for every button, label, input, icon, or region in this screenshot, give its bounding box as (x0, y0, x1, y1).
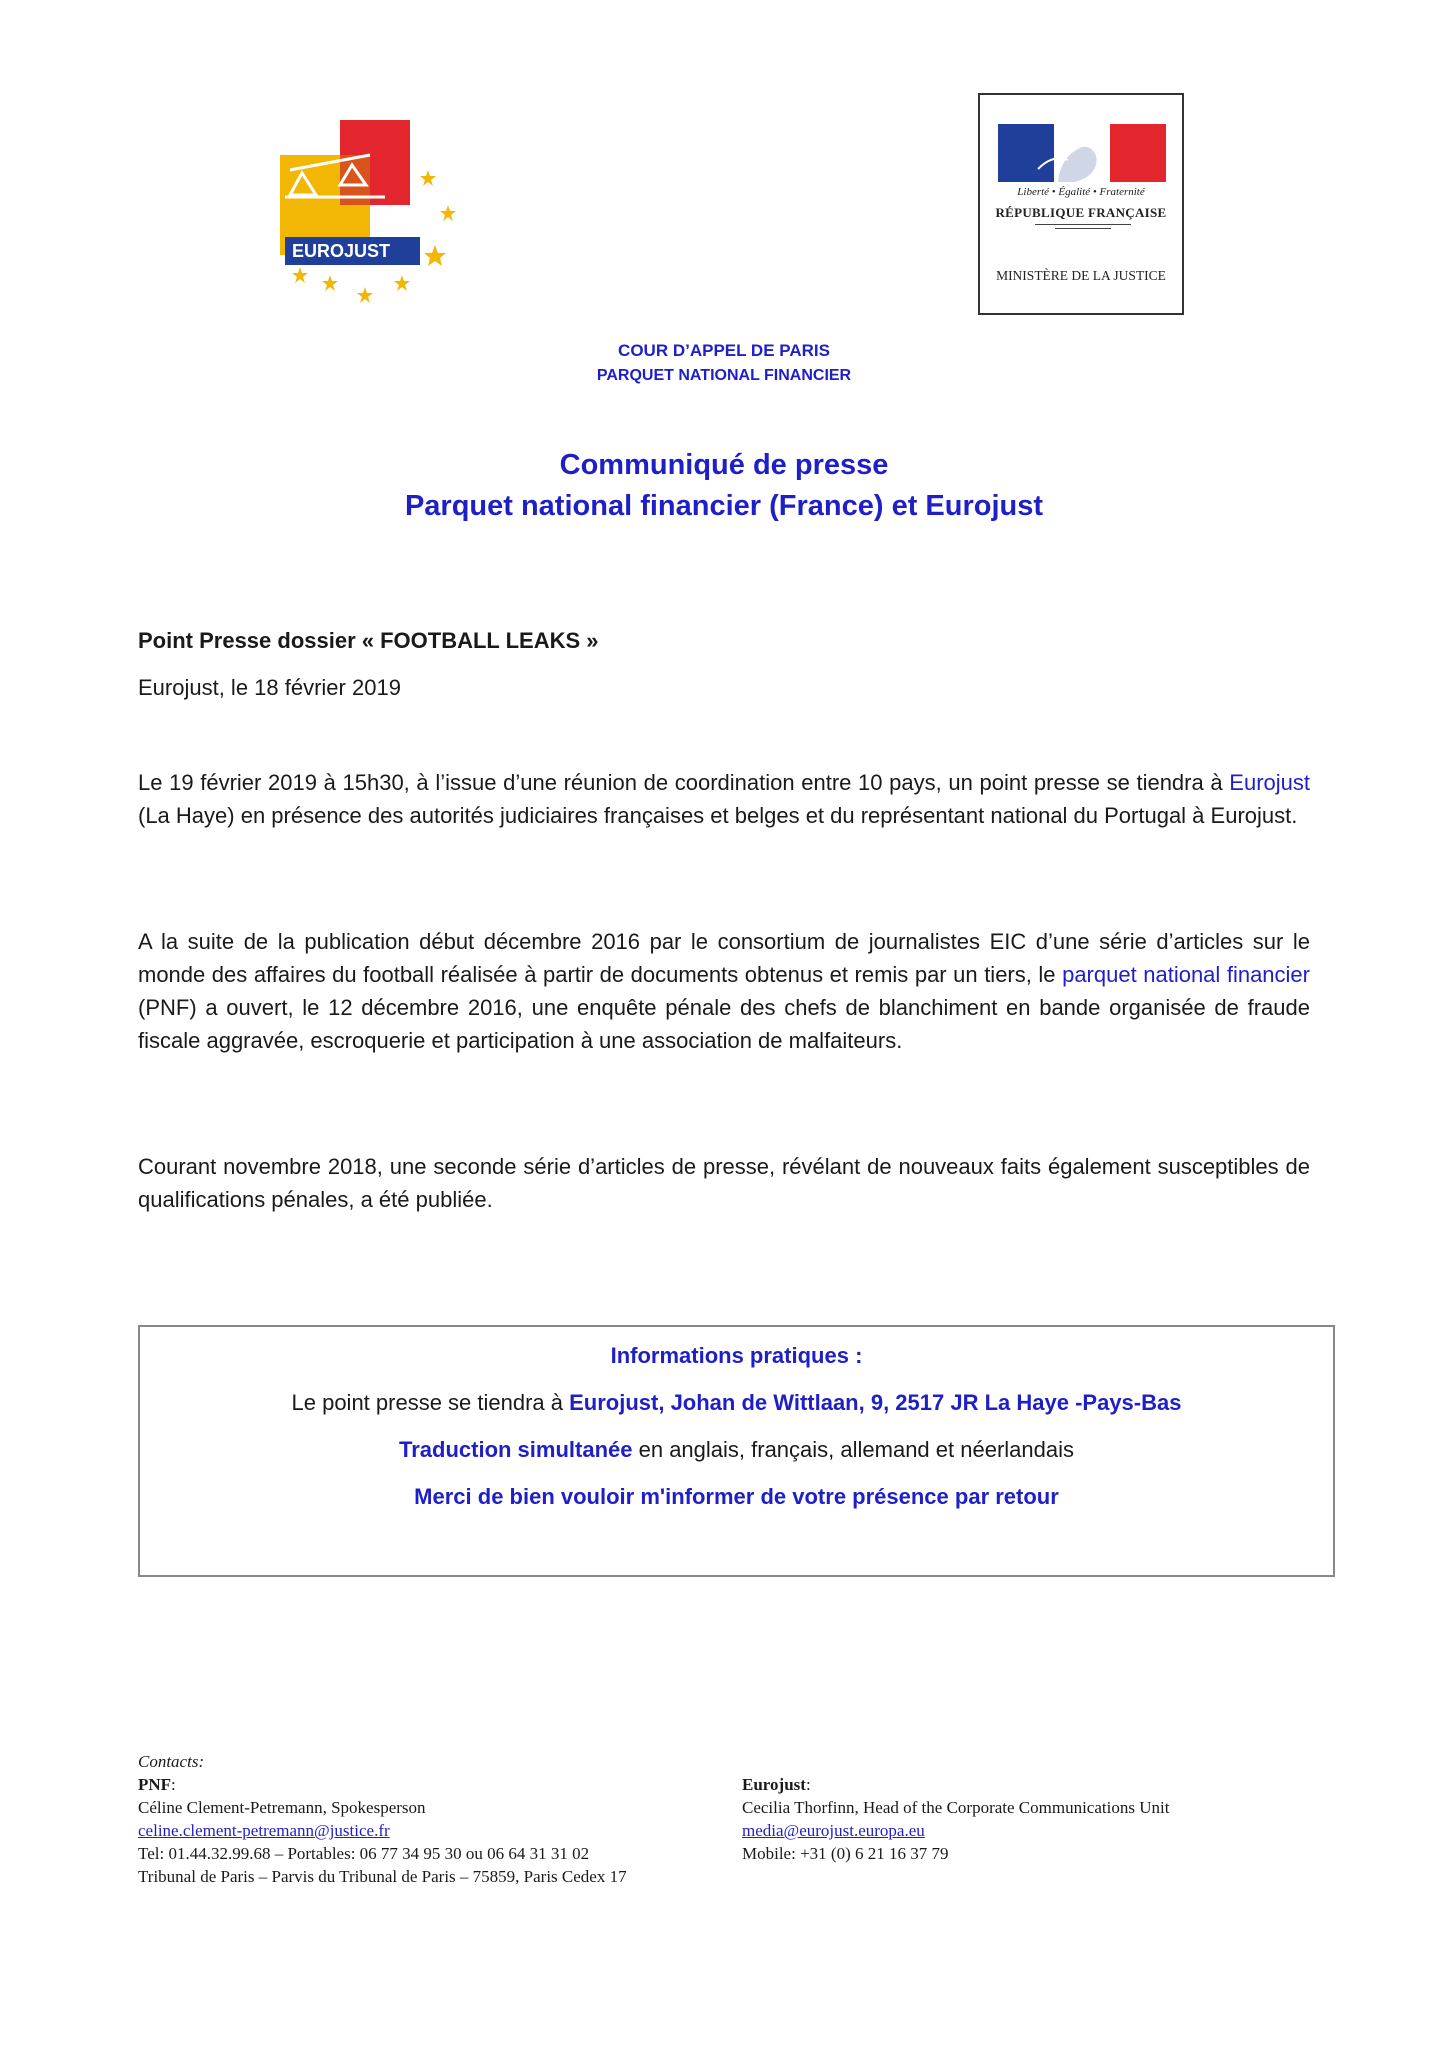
contacts-heading: Contacts: (138, 1752, 205, 1771)
pnf-contact-label: PNF (138, 1775, 172, 1794)
text-span: (PNF) a ouvert, le 12 décembre 2016, une enquête pénale des chefs de blanchiment en bande organisée de fraude fiscale aggravée, escroquerie et participation à une association de malfaiteurs. (138, 995, 1310, 1053)
ministry-logo (978, 93, 1184, 315)
info-translation (140, 1437, 1333, 1463)
translation-label: Traduction simultanée (399, 1437, 633, 1462)
divider (1055, 228, 1111, 229)
pnf-heading: PARQUET NATIONAL FINANCIER (596, 367, 852, 384)
contacts-eurojust: Eurojust: Cecilia Thorfinn, Head of the Corporate Communications Unit media@eurojust.europa.eu Mobile: +31 (0) 6 21 16 37 79 (742, 1775, 1170, 1863)
marianne-flag-icon (998, 124, 1166, 182)
page-title: Communiqué de presse (559, 449, 889, 481)
contacts-pnf: Contacts: PNF: Céline Clement-Petremann, Spokesperson celine.clement-petremann@justice.fr Tel: 01.44.32.99.68 – Portables: 06 77 34 95 30 ou 06 64 31 31 02 Tribunal de Paris – Parvis du Tribunal de Paris – 75859, Paris Cedex 17 (138, 1752, 627, 1886)
location-address: Eurojust, Johan de Wittlaan, 9, 2517 JR La Haye -Pays-Bas (569, 1390, 1182, 1415)
text-span: A la suite de la publication début décembre 2016 par le consortium de journalistes EIC d’une série d’articles sur le monde des affaires du football réalisée à partir de documents obtenus et remis par un tiers, le (138, 929, 1310, 987)
translation-languages: en anglais, français, allemand et néerlandais (632, 1437, 1074, 1462)
text-span: (La Haye) en présence des autorités judiciaires françaises et belges et du représentant national du Portugal à Eurojust. (138, 803, 1298, 828)
info-rsvp: Merci de bien vouloir m'informer de votre présence par retour (414, 1484, 1059, 1509)
eurojust-mobile: Mobile: +31 (0) 6 21 16 37 79 (742, 1844, 949, 1863)
eurojust-logo-text: EUROJUST (292, 241, 391, 261)
paragraph-3: Courant novembre 2018, une seconde série d’articles de presse, révélant de nouveaux faits également susceptibles de qualifications pénales, a été publiée. (138, 1154, 1310, 1212)
date-line: Eurojust, le 18 février 2019 (138, 675, 401, 700)
paragraph-2 (138, 925, 1310, 1057)
info-box (138, 1325, 1335, 1577)
page-subtitle: Parquet national financier (France) et Eurojust (404, 490, 1044, 522)
republic-label: RÉPUBLIQUE FRANÇAISE (995, 205, 1167, 220)
pnf-email-link[interactable]: celine.clement-petremann@justice.fr (138, 1821, 390, 1840)
pnf-address: Tribunal de Paris – Parvis du Tribunal de Paris – 75859, Paris Cedex 17 (138, 1867, 627, 1886)
subject-line: Point Presse dossier « FOOTBALL LEAKS » (138, 628, 599, 653)
court-heading: COUR D’APPEL DE PARIS (618, 341, 830, 360)
divider (1035, 224, 1131, 225)
ministry-name: MINISTÈRE DE LA JUSTICE (996, 268, 1166, 283)
location-prefix: Le point presse se tiendra à (291, 1390, 570, 1415)
eurojust-link[interactable]: Eurojust (1229, 770, 1310, 795)
paragraph-1 (138, 766, 1310, 832)
text-span: Le 19 février 2019 à 15h30, à l’issue d’une réunion de coordination entre 10 pays, un point presse se tiendra à (138, 770, 1230, 795)
eurojust-contact-label: Eurojust (742, 1775, 806, 1794)
ministry-motto: Liberté • Égalité • Fraternité (1017, 186, 1145, 198)
pnf-link[interactable]: parquet national financier (1062, 962, 1310, 987)
eurojust-logo (270, 115, 470, 315)
pnf-phones: Tel: 01.44.32.99.68 – Portables: 06 77 34 95 30 ou 06 64 31 31 02 (138, 1844, 590, 1863)
eurojust-email-link[interactable]: media@eurojust.europa.eu (742, 1821, 925, 1840)
info-location (140, 1390, 1333, 1416)
eurojust-contact-name: Cecilia Thorfinn, Head of the Corporate Communications Unit (742, 1798, 1170, 1817)
pnf-contact-name: Céline Clement-Petremann, Spokesperson (138, 1798, 426, 1817)
info-title: Informations pratiques : (610, 1343, 863, 1368)
